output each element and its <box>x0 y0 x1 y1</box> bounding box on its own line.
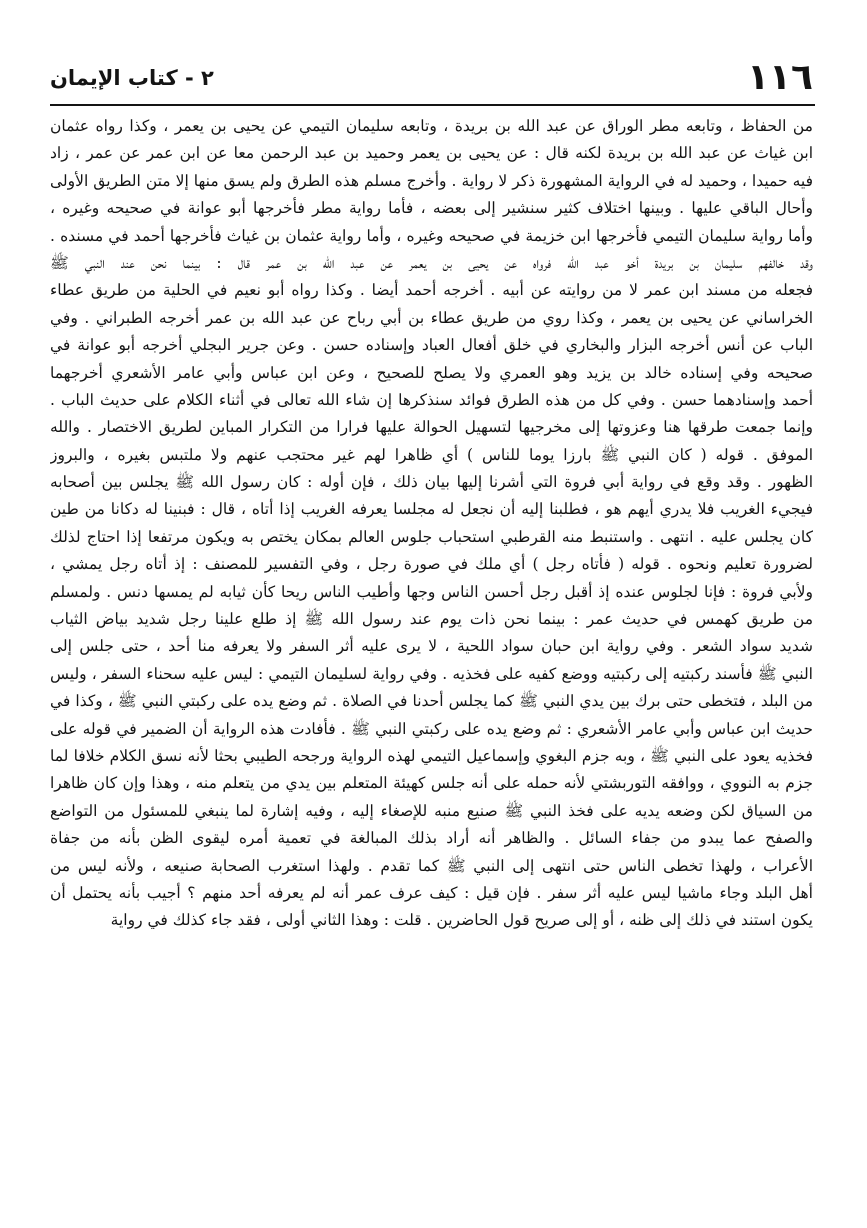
text-line: الظهور . وقد وقع في رواية أبي فروة التي أشرنا إليها بيان ذلك ، فإن أوله : كان رسول الله ﷺ يجلس بين أصحابه <box>50 473 813 492</box>
text-line: جزم به النووي ، ووافقه التوربشتي لأنه حمله على أنه جلس كهيئة المتعلم بين يدي من يتعلم منه ، وهذا وإن كان ظاهرا <box>50 774 813 793</box>
text-line: يكون استند في ذلك إلى ظنه ، أو إلى صريح قول الحاضرين . قلت : وهذا الثاني أولى ، فقد جاء كذلك في رواية <box>110 911 813 930</box>
text-line: شديد سواد الشعر . وفي رواية ابن حبان سواد اللحية ، لا يرى عليه أثر السفر ولا يعرفه منا أحد ، حتى جلس إلى <box>50 637 813 656</box>
text-line: أحمد وإسنادهما حسن . وفي كل من هذه الطرق فوائد سنذكرها إن شاء الله تعالى في أثناء الكلام على حديث الباب . <box>50 390 813 409</box>
text-line: لضرورة تعليم ونحوه . قوله ( فأتاه رجل ) أي ملك في صورة رجل ، وفي التفسير للمصنف : إذ أتاه رجل يمشي ، <box>50 555 813 574</box>
text-line: الخراساني عن يحيى بن يعمر ، وكذا روي من طريق عطاء بن أبي رباح عن عبد الله بن عمر أخرجه الطبراني . وفي <box>50 308 813 327</box>
text-line: من طريق كهمس في حديث عمر : بينما نحن ذات يوم عند رسول الله ﷺ إذ طلع علينا رجل شديد بياض الثياب <box>50 610 813 629</box>
text-line: الموفق . قوله ( كان النبي ﷺ بارزا يوما للناس ) أي ظاهرا لهم غير محتجب عنهم ولا ملتبس بغيره ، والبروز <box>50 445 813 464</box>
text-line: فيجيء الغريب فلا يدري أيهم هو ، فطلبنا إليه أن نجعل له مجلسا يعرفه الغريب إذا أتاه ، قال : فبنينا له دكانا من طين <box>50 500 813 519</box>
text-line: أهل البلد وجاء ماشيا ليس عليه أثر سفر . فإن قيل : كيف عرف عمر أنه لم يعرفه أحد منهم ؟ أجيب بأنه يحتمل أن <box>50 883 813 902</box>
page-header <box>50 56 813 100</box>
text-line: ولأبي فروة : فإنا لجلوس عنده إذ أقبل رجل أحسن الناس وجها وأطيب الناس ريحا كأن ثيابه لم يمسها دنس . ولمسلم <box>50 582 813 601</box>
text-line: كان يجلس عليه . انتهى . واستنبط منه القرطبي استحباب جلوس العالم بمكان يختص به ويكون مرتفعا إذا احتاج لذلك <box>50 527 813 546</box>
text-line: فجعله من مسند ابن عمر لا من روايته عن أبيه . أخرجه أحمد أيضا . وكذا رواه أبو نعيم في الحلية من طريق عطاء <box>50 281 813 300</box>
text-line: الأعراب ، ولهذا تخطى الناس حتى انتهى إلى النبي ﷺ كما تقدم . ولهذا استغرب الصحابة صنيعه ، ولأنه ليس من <box>50 856 813 875</box>
text-line: حديث ابن عباس وأبي عامر الأشعري : ثم وضع يده على ركبتي النبي ﷺ . فأفادت هذه الرواية أن الضمير في قوله على <box>50 719 813 738</box>
text-line: من البلد ، فتخطى حتى برك بين يدي النبي ﷺ كما يجلس أحدنا في الصلاة . ثم وضع يده على ركبتي النبي ﷺ ، وكذا في <box>50 692 813 711</box>
header-rule <box>50 104 815 106</box>
text-line: وقد خالفهم سليمان بن بريدة أخو عبد الله فرواه عن يحيى بن يعمر عن عبد الله بن عمر قال : بينما نحن عند النبي ﷺ <box>50 253 813 272</box>
chapter-title: ٢ - كتاب الإيمان <box>50 65 214 90</box>
text-body <box>50 113 813 935</box>
text-line: فخذيه يعود على النبي ﷺ ، وبه جزم البغوي وإسماعيل التيمي لهذه الرواية ورجحه الطيبي بحثا لأنه نسق الكلام خلافا لما <box>50 746 813 765</box>
text-line: الباب عن أنس أخرجه البزار والبخاري في خلق أفعال العباد وإسناده حسن . وعن جرير البجلي أخرجه أبو عوانة في <box>50 336 813 355</box>
text-line: صحيحه وفي إسناده خالد بن يزيد وهو العمري ولا يصلح للصحيح ، وعن ابن عباس وأبي عامر الأشعري أخرجهما <box>50 363 813 382</box>
text-line: وأما رواية سليمان التيمي فأخرجها ابن خزيمة في صحيحه وغيره ، وأما رواية عثمان بن غياث فأخرجها أحمد في مسنده . <box>50 226 813 245</box>
page-number: ١١٦ <box>747 57 813 98</box>
text-line: فيه حميدا ، وحميد له في الرواية المشهورة ذكر لا رواية . وأخرج مسلم هذه الطرق ولم يسق منها إلا متن الطريق الأولى <box>50 171 813 190</box>
text-line: من الحفاظ ، وتابعه مطر الوراق عن عبد الله بن بريدة ، وتابعه سليمان التيمي عن يحيى بن يعمر ، وكذا رواه عثمان <box>50 117 813 135</box>
text-line: ابن غياث عن عبد الله بن بريدة لكنه قال : عن يحيى بن يعمر وحميد بن عبد الرحمن معا عن ابن عمر عن عمر ، زاد <box>50 144 813 163</box>
text-line: وإنما جمعت طرقها هنا وعزوتها إلى مخرجيها لتسهيل الحوالة عليها فرارا من التكرار المباين لطريق الاختصار . والله <box>50 418 813 437</box>
text-line: والصفح عما يبدو من جفاء السائل . والظاهر أنه أراد بذلك المبالغة في تعمية أمره ليقوى الظن بأنه من جفاة <box>50 829 813 848</box>
text-line: من السياق لكن وضعه يديه على فخذ النبي ﷺ صنيع منبه للإصغاء إليه ، وفيه إشارة لما ينبغي للمسئول من التواضع <box>50 801 813 820</box>
text-line: وأحال الباقي عليها . وبينها اختلاف كثير سنشير إلى بعضه ، فأما رواية مطر فأخرجها أبو عوانة في صحيحه وغيره ، <box>50 199 813 218</box>
text-line: النبي ﷺ فأسند ركبتيه إلى ركبتيه ووضع كفيه على فخذيه . وفي رواية لسليمان التيمي : ليس عليه سحناء السفر ، وليس <box>50 664 813 683</box>
